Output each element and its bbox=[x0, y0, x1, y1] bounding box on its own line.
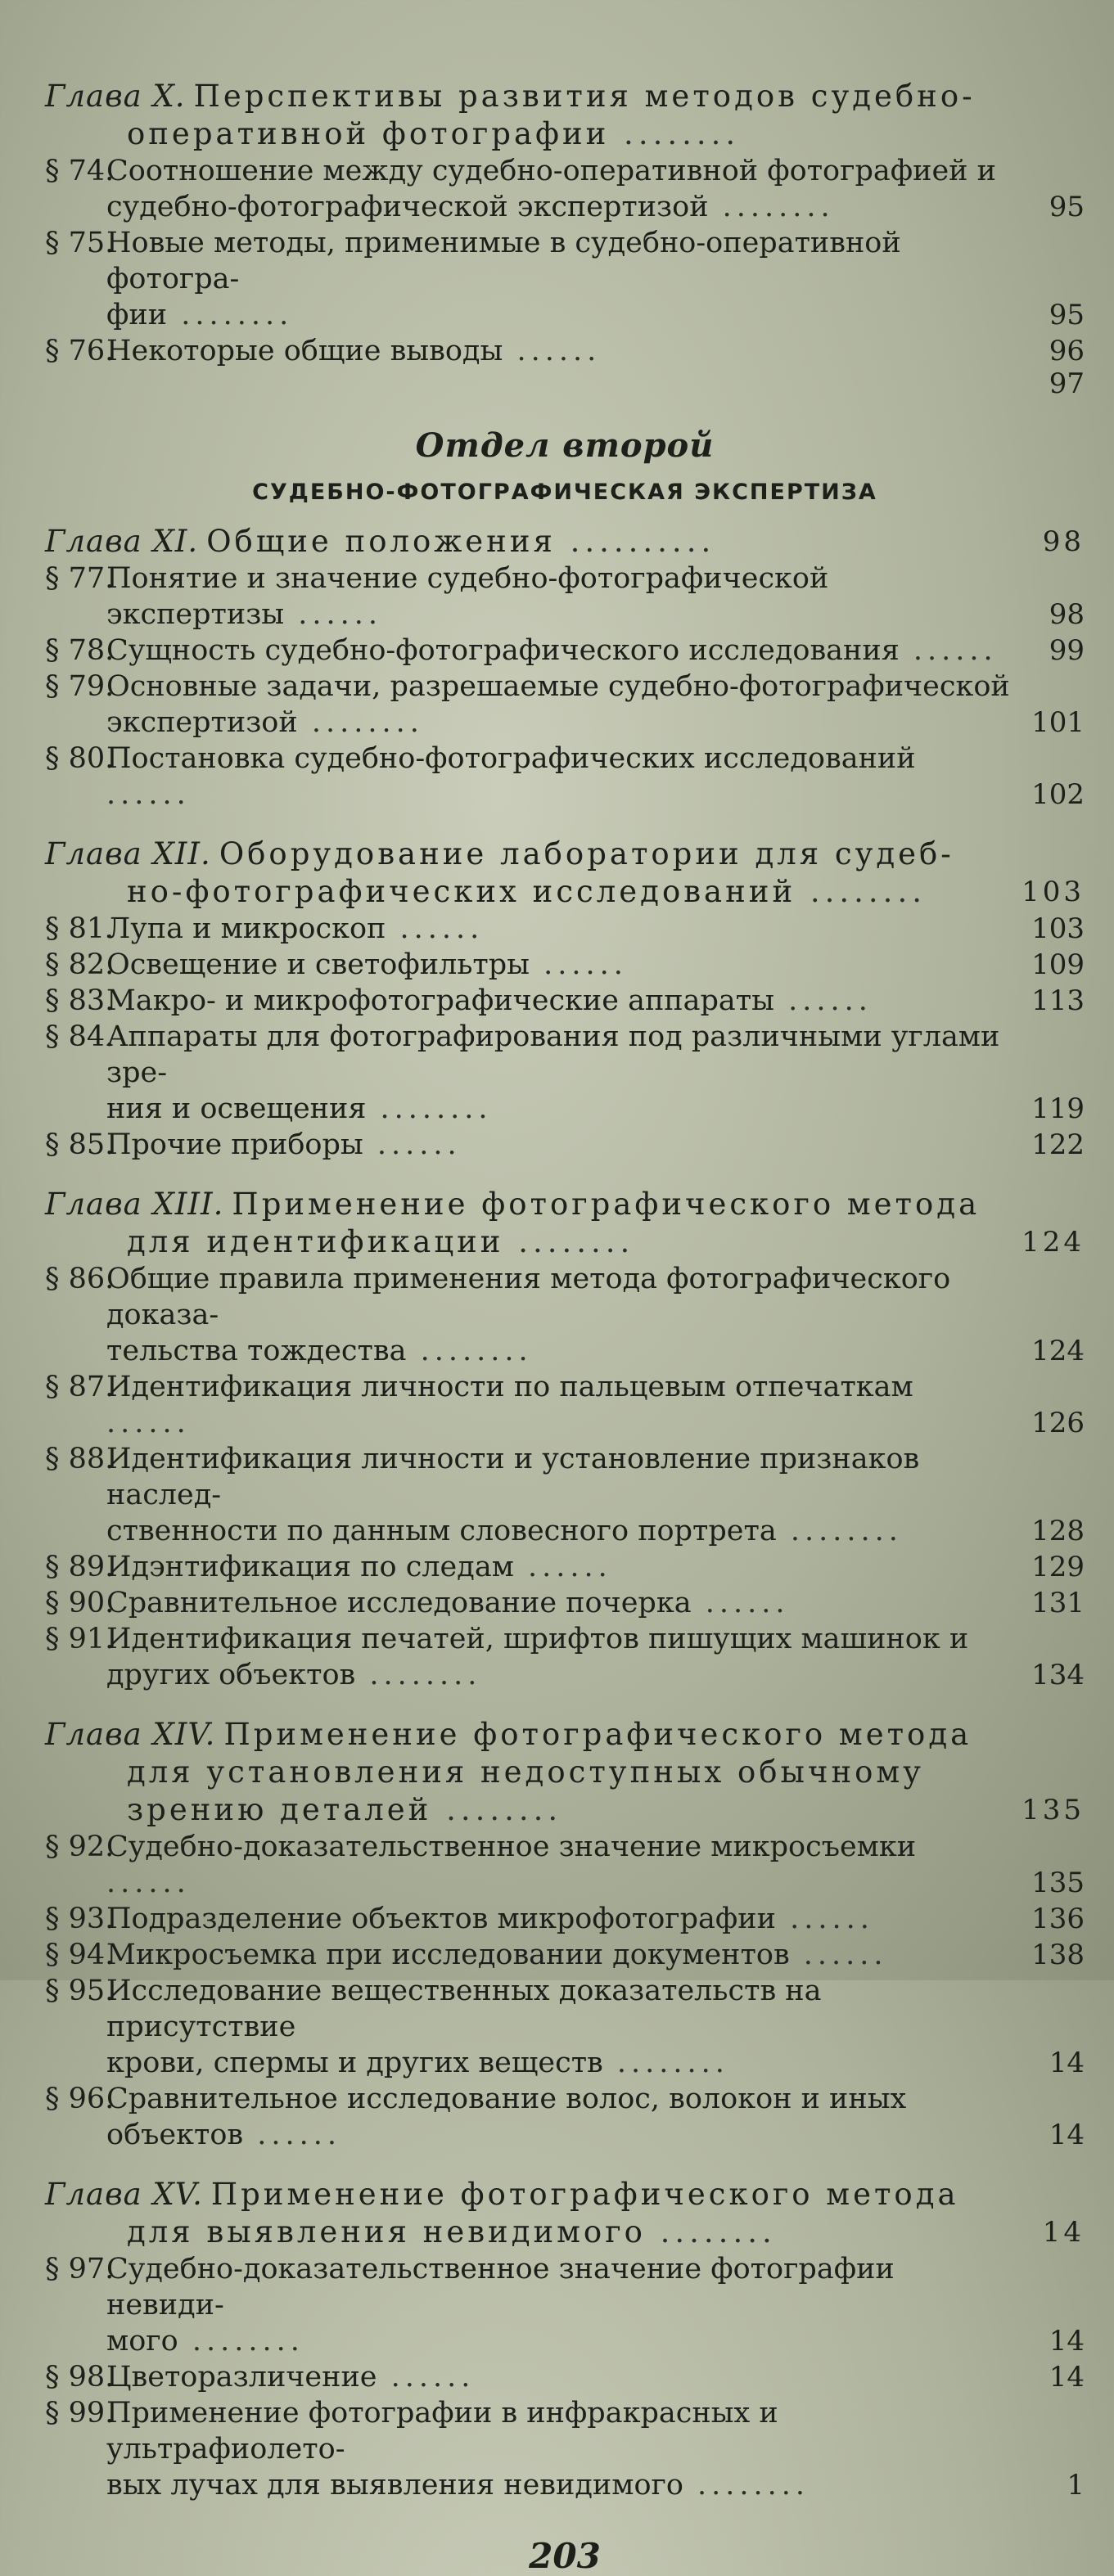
toc-entry bbox=[45, 2081, 1085, 2153]
entry-title: Сравнительное исследование волос, волокон и иных объектов bbox=[106, 2083, 907, 2151]
section-number: § 84. bbox=[45, 1020, 115, 1053]
chapter-heading bbox=[45, 2176, 1085, 2251]
chapter-heading bbox=[45, 835, 1085, 911]
leader-dots: ........ bbox=[796, 874, 927, 909]
entry-title: Понятие и значение судебно-фотографической экспертизы bbox=[106, 562, 829, 631]
entry-title: Постановка судебно-фотографических исследований bbox=[106, 742, 916, 775]
chapter-page-number: 98 bbox=[1042, 525, 1085, 558]
leader-dots: ........ bbox=[431, 1792, 563, 1827]
section-number: § 99. bbox=[45, 2397, 115, 2430]
entry-title-continued: ственности по данным словесного портрета ........ bbox=[106, 1515, 903, 1547]
entry-title-continued: мого ........ bbox=[106, 2325, 304, 2358]
entry-title: Идентификация личности и установление признаков наслед- bbox=[106, 1443, 920, 1511]
entry-title: Идэнтификация по следам bbox=[106, 1551, 514, 1583]
chapter-heading bbox=[45, 523, 1085, 561]
entry-page-number: 119 bbox=[1031, 1092, 1085, 1125]
leader-dots: ...... bbox=[106, 1867, 191, 1899]
leader-dots: ........ bbox=[708, 191, 835, 223]
entry-page-number: 134 bbox=[1031, 1659, 1085, 1691]
entry-page-number: 129 bbox=[1031, 1551, 1085, 1583]
entry-page-number: 103 bbox=[1031, 912, 1085, 945]
entry-title: Исследование вещественных доказательств на присутствие bbox=[106, 1975, 822, 2043]
entry-title: Цветоразличение bbox=[106, 2361, 377, 2394]
trailing-page-row bbox=[45, 369, 1085, 402]
toc-entry bbox=[45, 1937, 1085, 1973]
toc-entry bbox=[45, 669, 1085, 741]
leader-dots: ........ bbox=[609, 116, 741, 151]
entry-title: Подразделение объектов микрофотографии bbox=[106, 1903, 776, 1935]
leader-dots: ........ bbox=[645, 2214, 777, 2249]
toc-entry bbox=[45, 1585, 1085, 1621]
leader-dots: ........ bbox=[683, 2469, 810, 2502]
leader-dots: ...... bbox=[773, 984, 873, 1017]
chapter-title-continued: для идентификации ........ bbox=[127, 1224, 635, 1259]
chapter-gap bbox=[45, 813, 1085, 835]
entry-page-number: 124 bbox=[1031, 1335, 1085, 1367]
chapter-title: Применение фотографического метода bbox=[210, 2177, 959, 2212]
section-number: § 88. bbox=[45, 1443, 115, 1475]
leader-dots: ........ bbox=[167, 299, 294, 331]
toc-entry bbox=[45, 633, 1085, 669]
section-number: § 81. bbox=[45, 912, 115, 945]
section-number: § 92. bbox=[45, 1831, 115, 1863]
entry-title: Сущность судебно-фотографического исследования bbox=[106, 634, 900, 667]
section-number: § 93. bbox=[45, 1903, 115, 1935]
toc-entry bbox=[45, 1901, 1085, 1937]
leader-dots: ........ bbox=[776, 1515, 903, 1547]
leader-dots: ........ bbox=[503, 1224, 635, 1259]
chapter-title: Оборудование лаборатории для судеб- bbox=[219, 836, 954, 871]
toc-entry bbox=[45, 2395, 1085, 2503]
entry-page-number: 122 bbox=[1031, 1128, 1085, 1161]
toc-entry bbox=[45, 947, 1085, 983]
chapter-heading bbox=[45, 78, 1085, 153]
section-number: § 80. bbox=[45, 742, 115, 775]
entry-title-continued: судебно-фотографической экспертизой ........ bbox=[106, 191, 835, 223]
chapter-label: Глава XI. bbox=[45, 524, 199, 559]
entry-page-number: 95 bbox=[1049, 191, 1085, 223]
section-number: § 98. bbox=[45, 2361, 115, 2394]
toc-entry bbox=[45, 1441, 1085, 1549]
entry-page-number: 102 bbox=[1031, 778, 1085, 811]
toc-entry bbox=[45, 561, 1085, 633]
leader-dots: ...... bbox=[377, 2361, 476, 2394]
toc-entry bbox=[45, 333, 1085, 369]
chapter-title: Перспективы развития методов судебно- bbox=[193, 79, 976, 114]
section-number: § 74. bbox=[45, 155, 115, 187]
leader-dots: ...... bbox=[899, 634, 998, 667]
chapter-label: Глава XIII. bbox=[45, 1187, 224, 1222]
entry-title-continued: вых лучах для выявления невидимого ........ bbox=[106, 2469, 810, 2502]
section-number: § 87. bbox=[45, 1371, 115, 1403]
entry-title: Соотношение между судебно-оперативной фотографией и bbox=[106, 155, 996, 187]
leader-dots: ...... bbox=[363, 1128, 462, 1161]
entry-title: Аппараты для фотографирования под различными углами зре- bbox=[106, 1020, 1000, 1089]
toc-page bbox=[45, 78, 1085, 2576]
toc-entry bbox=[45, 1127, 1085, 1163]
leader-dots: ...... bbox=[691, 1587, 790, 1619]
toc-entry bbox=[45, 1261, 1085, 1369]
toc-entry bbox=[45, 153, 1085, 225]
entry-page-number: 14 bbox=[1049, 2325, 1085, 2358]
toc-entry bbox=[45, 225, 1085, 333]
toc-entry bbox=[45, 1621, 1085, 1693]
leader-dots: ........ bbox=[297, 706, 424, 739]
entry-page-number: 128 bbox=[1031, 1515, 1085, 1547]
entry-title: Идентификация личности по пальцевым отпечаткам bbox=[106, 1371, 913, 1403]
entry-title-continued: ния и освещения ........ bbox=[106, 1092, 493, 1125]
section-number: § 90. bbox=[45, 1587, 115, 1619]
section-number: § 75. bbox=[45, 227, 115, 259]
section-number: § 76. bbox=[45, 335, 115, 367]
leader-dots: ...... bbox=[789, 1939, 888, 1971]
toc-entry bbox=[45, 1019, 1085, 1127]
chapter-title-continued: для выявления невидимого ........ bbox=[127, 2214, 777, 2249]
leader-dots: ........ bbox=[602, 2047, 729, 2079]
leader-dots: ...... bbox=[106, 778, 191, 811]
leader-dots: .......... bbox=[555, 524, 716, 559]
section-number: § 89. bbox=[45, 1551, 115, 1583]
entry-title: Прочие приборы bbox=[106, 1128, 363, 1161]
entry-title: Общие правила применения метода фотографического доказа- bbox=[106, 1263, 951, 1331]
leader-dots: ...... bbox=[106, 1407, 191, 1439]
entry-page-number: 98 bbox=[1049, 598, 1085, 631]
chapter-title-continued: для установления недоступных обычному зрению деталей ........ bbox=[127, 1754, 924, 1827]
entry-page-number: 136 bbox=[1031, 1903, 1085, 1935]
page-number: 203 bbox=[529, 2536, 601, 2576]
toc-entry bbox=[45, 2251, 1085, 2359]
entry-page-number: 101 bbox=[1031, 706, 1085, 739]
toc-entry bbox=[45, 1549, 1085, 1585]
section-number: § 82. bbox=[45, 948, 115, 981]
section-number: § 79. bbox=[45, 670, 115, 703]
entry-title: Освещение и светофильтры bbox=[106, 948, 530, 981]
chapter-page-number: 103 bbox=[1022, 876, 1085, 908]
chapter-label: Глава XV. bbox=[45, 2177, 203, 2212]
chapter-gap bbox=[45, 1693, 1085, 1716]
section-subtitle: СУДЕБНО-ФОТОГРАФИЧЕСКАЯ ЭКСПЕРТИЗА bbox=[252, 480, 877, 505]
trailing-page-number: 97 bbox=[1049, 367, 1085, 400]
section-number: § 78. bbox=[45, 634, 115, 667]
toc-entry bbox=[45, 1829, 1085, 1901]
toc-entry bbox=[45, 741, 1085, 813]
leader-dots: ...... bbox=[386, 912, 485, 945]
entry-title: Судебно-доказательственное значение микросъемки bbox=[106, 1831, 917, 1863]
entry-title: Применение фотографии в инфракрасных и ультрафиолето- bbox=[106, 2397, 778, 2466]
entry-title: Микросъемка при исследовании документов bbox=[106, 1939, 790, 1971]
section-number: § 77. bbox=[45, 562, 115, 595]
section-number: § 85. bbox=[45, 1128, 115, 1161]
section-number: § 91. bbox=[45, 1623, 115, 1655]
entry-page-number: 95 bbox=[1049, 299, 1085, 331]
section-number: § 83. bbox=[45, 984, 115, 1017]
entry-page-number: 99 bbox=[1049, 634, 1085, 667]
chapter-gap bbox=[45, 1163, 1085, 1186]
entry-page-number: 14 bbox=[1049, 2047, 1085, 2079]
chapter-page-number: 124 bbox=[1022, 1226, 1085, 1259]
section-number: § 96. bbox=[45, 2083, 115, 2115]
entry-title: Лупа и микроскоп bbox=[106, 912, 386, 945]
chapter-title-continued: оперативной фотографии ........ bbox=[127, 116, 741, 151]
entry-page-number: 109 bbox=[1031, 948, 1085, 981]
entry-page-number: 138 bbox=[1031, 1939, 1085, 1971]
chapter-title-continued: но-фотографических исследований ........ bbox=[127, 874, 927, 909]
entry-page-number: 126 bbox=[1031, 1407, 1085, 1439]
leader-dots: ...... bbox=[513, 1551, 612, 1583]
leader-dots: ........ bbox=[366, 1092, 493, 1125]
leader-dots: ...... bbox=[503, 335, 602, 367]
chapter-heading bbox=[45, 1186, 1085, 1261]
toc-entry bbox=[45, 1973, 1085, 2081]
entry-title: Сравнительное исследование почерка bbox=[106, 1587, 692, 1619]
toc-entry bbox=[45, 911, 1085, 947]
toc-entry bbox=[45, 1369, 1085, 1441]
leader-dots: ........ bbox=[406, 1335, 533, 1367]
chapter-title: Применение фотографического метода bbox=[232, 1187, 981, 1222]
entry-title-continued: крови, спермы и других веществ ........ bbox=[106, 2047, 729, 2079]
leader-dots: ...... bbox=[243, 2119, 342, 2151]
entry-page-number: 14 bbox=[1049, 2119, 1085, 2151]
entry-title-continued: тельства тождества ........ bbox=[106, 1335, 533, 1367]
entry-page-number: 1 bbox=[1067, 2469, 1085, 2502]
toc-entry bbox=[45, 2359, 1085, 2395]
leader-dots: ...... bbox=[284, 598, 383, 631]
chapter-label: Глава X. bbox=[45, 79, 186, 114]
entry-title: Судебно-доказательственное значение фотографии невиди- bbox=[106, 2253, 895, 2322]
entry-page-number: 135 bbox=[1031, 1867, 1085, 1899]
chapter-page-number: 135 bbox=[1022, 1794, 1085, 1826]
section-number: § 97. bbox=[45, 2253, 115, 2286]
toc-entry bbox=[45, 983, 1085, 1019]
section-number: § 94. bbox=[45, 1939, 115, 1971]
chapter-title: Применение фотографического метода bbox=[223, 1717, 972, 1752]
chapter-heading bbox=[45, 1716, 1085, 1829]
section-number: § 86. bbox=[45, 1263, 115, 1295]
entry-page-number: 113 bbox=[1031, 984, 1085, 1017]
chapter-page-number: 14 bbox=[1042, 2216, 1085, 2249]
chapter-title: Общие положения bbox=[206, 524, 556, 559]
entry-page-number: 14 bbox=[1049, 2361, 1085, 2394]
section-number: § 95. bbox=[45, 1975, 115, 2007]
entry-title: Идентификация печатей, шрифтов пишущих машинок и bbox=[106, 1623, 969, 1655]
entry-title: Макро- и микрофотографические аппараты bbox=[106, 984, 774, 1017]
chapter-gap bbox=[45, 2153, 1085, 2176]
leader-dots: ........ bbox=[355, 1659, 482, 1691]
entry-title: Некоторые общие выводы bbox=[106, 335, 503, 367]
entry-title: Основные задачи, разрешаемые судебно-фотографической bbox=[106, 670, 1010, 703]
entry-title-continued: других объектов ........ bbox=[106, 1659, 482, 1691]
leader-dots: ........ bbox=[178, 2325, 304, 2358]
entry-title: Новые методы, применимые в судебно-оперативной фотогра- bbox=[106, 227, 901, 295]
entry-page-number: 131 bbox=[1031, 1587, 1085, 1619]
entry-page-number: 96 bbox=[1049, 335, 1085, 367]
chapter-label: Глава XII. bbox=[45, 836, 211, 871]
entry-title-continued: экспертизой ........ bbox=[106, 706, 424, 739]
leader-dots: ...... bbox=[775, 1903, 874, 1935]
section-title: Отдел второй bbox=[415, 426, 715, 465]
entry-title-continued: фии ........ bbox=[106, 299, 294, 331]
leader-dots: ...... bbox=[530, 948, 628, 981]
chapter-label: Глава XIV. bbox=[45, 1717, 216, 1752]
